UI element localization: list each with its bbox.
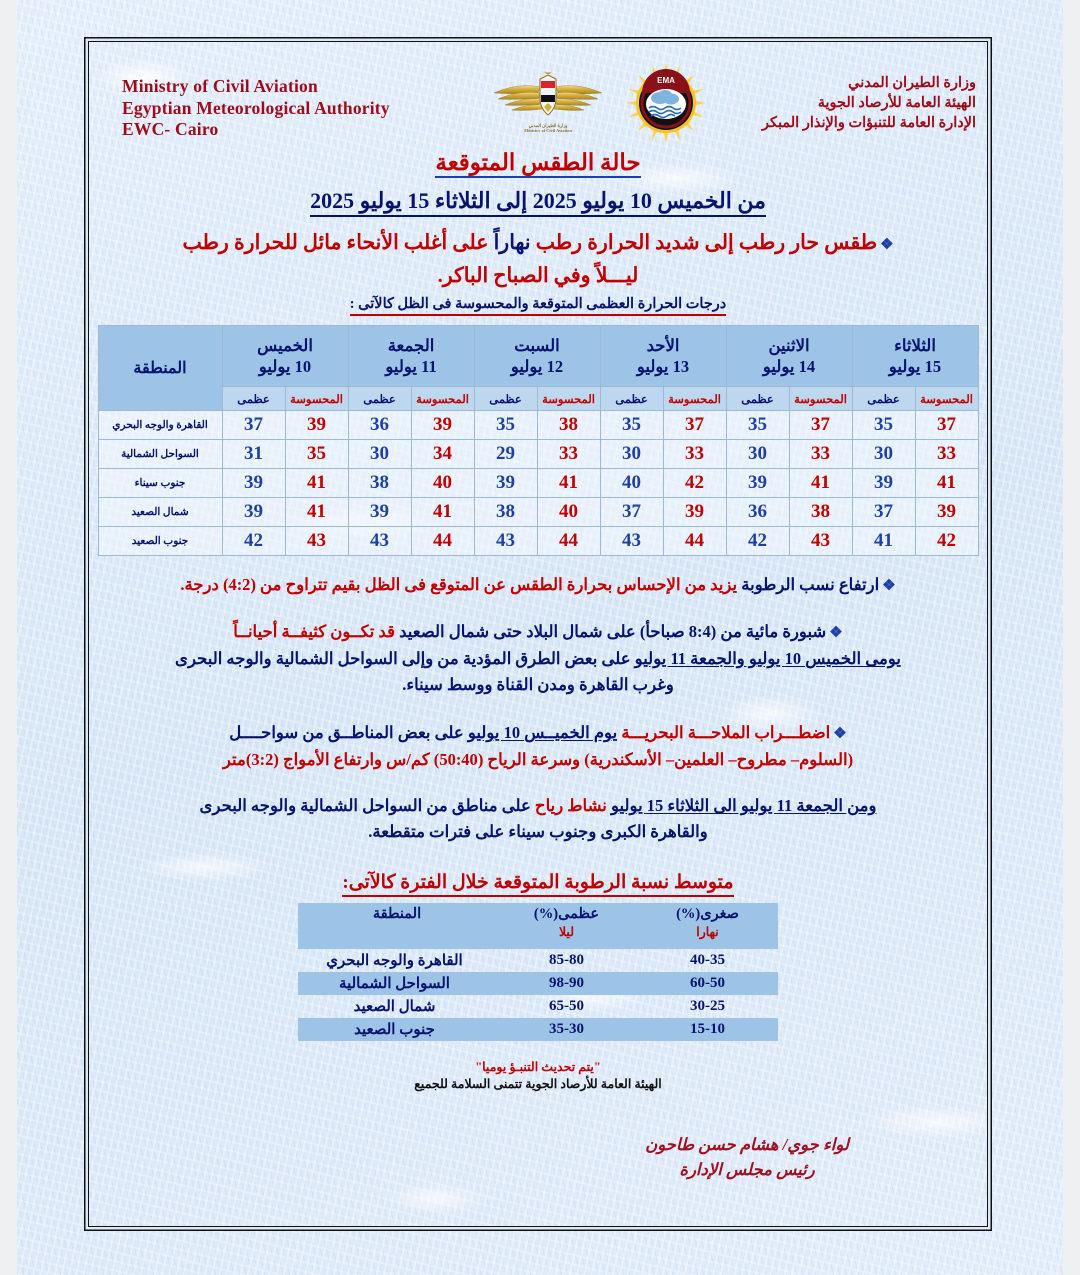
wings-logo-caption-en: Ministry of Civil Aviation (524, 128, 572, 134)
temp-day-header-1 (348, 326, 474, 387)
temp-max-cell: 35 (600, 411, 663, 440)
header-ar-line-1: وزارة الطيران المدني (848, 75, 976, 91)
temp-max-cell: 39 (222, 469, 285, 498)
temp-sub-max-5: عظمى (852, 387, 915, 411)
temp-max-cell: 35 (474, 411, 537, 440)
humidity-min-cell: 30-25 (690, 998, 725, 1014)
temp-max-cell: 31 (222, 440, 285, 469)
fog-line1-red: قد تكــون كثيفــة أحيانــاً (233, 622, 395, 641)
temp-max-cell: 40 (600, 469, 663, 498)
temp-max-cell: 39 (474, 469, 537, 498)
temp-felt-cell: 39 (663, 498, 726, 527)
temp-max-cell: 39 (348, 498, 411, 527)
wind-line-red: نشاط رياح (534, 796, 612, 815)
temp-region-cell: السواحل الشمالية (98, 440, 222, 469)
temp-felt-cell: 41 (537, 469, 600, 498)
marine-line1-date: يوم الخميــس 10 يوليو (467, 723, 618, 742)
table-row (98, 498, 978, 527)
wings-logo-caption (488, 123, 608, 134)
temp-sub-felt-0: المحسوسة (285, 387, 348, 411)
temp-region-cell: القاهرة والوجه البحري (98, 411, 222, 440)
temp-sub-max-2: عظمى (474, 387, 537, 411)
ema-logo-text: EMA (657, 76, 675, 85)
temp-felt-cell: 42 (663, 469, 726, 498)
humidity-table-container (92, 903, 984, 1041)
humidity-header-max (496, 903, 637, 949)
header-ar-line-3: الإدارة العامة للتنبؤات والإنذار المبكر (762, 115, 976, 131)
temp-felt-cell: 40 (411, 469, 474, 498)
temp-max-cell: 35 (726, 411, 789, 440)
temp-max-cell: 43 (474, 527, 537, 556)
summary-bullet-icon: ❖ (880, 237, 894, 253)
temp-felt-cell: 37 (915, 411, 978, 440)
humidity-min-cell: 40-35 (690, 952, 725, 968)
temp-day-date-3: 13 يوليو (636, 357, 690, 376)
table-row (98, 527, 978, 556)
temp-felt-cell: 41 (915, 469, 978, 498)
temp-day-name-5: الثلاثاء (894, 336, 936, 355)
temp-felt-cell: 38 (537, 411, 600, 440)
humidity-max-cell: 35-30 (496, 1018, 637, 1041)
paragraph-marine (92, 720, 984, 773)
temp-felt-cell: 38 (789, 498, 852, 527)
temp-felt-cell: 44 (537, 527, 600, 556)
list-item (298, 995, 778, 1018)
humidity-max-cell: 98-90 (496, 972, 637, 995)
safety-wishes-note: الهيئة العامة للأرصاد الجوية تتمنى السلامة للجميع (414, 1077, 662, 1091)
wind-line-dates: ومن الجمعة 11 يوليو الى الثلاثاء 15 يوليو (611, 796, 877, 815)
forecast-date-range-text: من الخميس 10 يوليو 2025 إلى الثلاثاء 15 يوليو 2025 (310, 188, 766, 217)
temp-max-cell: 43 (348, 527, 411, 556)
temp-felt-cell: 41 (411, 498, 474, 527)
humidity-note-red: يزيد من الإحساس بحرارة الطقس عن المتوقع فى الظل بقيم تتراوح من (4:2) درجة. (180, 575, 738, 594)
temp-felt-cell: 44 (411, 527, 474, 556)
humidity-table (298, 903, 778, 1041)
temp-felt-cell: 44 (663, 527, 726, 556)
humidity-header-max-sub: ليلا (558, 925, 575, 939)
temp-day-header-0 (222, 326, 348, 387)
temp-sub-felt-1: المحسوسة (411, 387, 474, 411)
humidity-header-row (298, 903, 778, 949)
temp-day-header-5 (852, 326, 978, 387)
temp-day-name-1: الجمعة (387, 336, 435, 355)
marine-line1-rest: على بعض المناطــق من سواحــــل (229, 723, 468, 742)
temp-felt-cell: 37 (663, 411, 726, 440)
temp-max-cell: 42 (222, 527, 285, 556)
document-content (92, 45, 984, 1223)
humidity-header-min-sub: نهارا (696, 925, 719, 939)
temp-max-cell: 38 (348, 469, 411, 498)
temperature-table-body (98, 411, 978, 556)
humidity-header-min (637, 903, 778, 949)
temp-day-date-4: 14 يوليو (762, 357, 816, 376)
temp-day-header-2 (474, 326, 600, 387)
temp-day-date-5: 15 يوليو (888, 357, 942, 376)
weather-summary (92, 228, 984, 292)
temp-sub-felt-4: المحسوسة (789, 387, 852, 411)
humidity-max-cell: 85-80 (549, 952, 584, 968)
temp-sub-max-4: عظمى (726, 387, 789, 411)
humidity-region-cell: القاهرة والوجه البحري (326, 953, 463, 969)
humidity-table-body (298, 949, 778, 1041)
summary-line1-red-b: على أغلب الأنحاء مائل للحرارة رطب (182, 232, 494, 254)
paragraph-wind (92, 793, 984, 845)
temp-max-cell: 43 (600, 527, 663, 556)
header-en-line-3: EWC- Cairo (122, 119, 219, 139)
temp-table-day-header-row (98, 326, 978, 387)
temp-sub-felt-2: المحسوسة (537, 387, 600, 411)
daily-update-note: "يتم تحديث التنبـؤ يوميا" (475, 1060, 601, 1074)
temp-felt-cell: 41 (285, 498, 348, 527)
wind-line4: والقاهرة الكبرى وجنوب سيناء على فترات متقطعة. (368, 822, 708, 841)
list-item (298, 972, 778, 995)
temp-region-cell: جنوب سيناء (98, 469, 222, 498)
temp-felt-cell: 43 (285, 527, 348, 556)
humidity-min-cell: 60-50 (637, 972, 778, 995)
temp-table-caption-text: درجات الحرارة العظمى المتوقعة والمحسوسة فى الظل كالآتى : (350, 296, 727, 316)
humidity-min-cell: 15-10 (637, 1018, 778, 1041)
temp-sub-max-0: عظمى (222, 387, 285, 411)
temp-region-cell: جنوب الصعيد (98, 527, 222, 556)
temp-day-date-1: 11 يوليو (385, 357, 437, 376)
header-arabic-block (762, 73, 976, 133)
temp-max-cell: 37 (222, 411, 285, 440)
temp-felt-cell: 43 (789, 527, 852, 556)
fog-line3: وغرب القاهرة ومدن القناة ووسط سيناء. (402, 675, 674, 694)
temp-felt-cell: 40 (537, 498, 600, 527)
temp-max-cell: 30 (600, 440, 663, 469)
header-en-line-1: Ministry of Civil Aviation (122, 76, 318, 96)
temp-felt-cell: 33 (537, 440, 600, 469)
table-row (98, 469, 978, 498)
temp-felt-cell: 41 (789, 469, 852, 498)
temp-max-cell: 37 (600, 498, 663, 527)
document-header (92, 45, 984, 148)
humidity-table-title (92, 871, 984, 894)
marine-line2: (السلوم– مطروح– العلمين– الأسكندرية) وسرعة الرياح (50:40) كم/س وارتفاع الأمواج (3:2)متر (222, 750, 854, 769)
temp-day-header-4 (726, 326, 852, 387)
temp-felt-cell: 42 (915, 527, 978, 556)
table-row (98, 411, 978, 440)
fog-line2-rest: على بعض الطرق المؤدية من وإلى السواحل الشمالية والوجه البحرى (175, 649, 635, 668)
temp-felt-cell: 39 (411, 411, 474, 440)
temperature-table (98, 325, 979, 556)
temp-max-cell: 39 (852, 469, 915, 498)
temp-max-cell: 41 (852, 527, 915, 556)
wings-logo-caption-ar: وزارة الطيران المدني (528, 123, 568, 128)
signature-name: لواء جوي/ هشام حسن طاحون (645, 1135, 849, 1154)
summary-line2: ليـــلاً وفي الصباح الباكر. (437, 265, 639, 287)
temp-day-name-2: السبت (514, 336, 560, 355)
temp-day-name-4: الاثنين (768, 336, 810, 355)
humidity-region-cell: جنوب الصعيد (298, 1018, 496, 1041)
temp-felt-cell: 33 (789, 440, 852, 469)
ema-authority-logo (626, 63, 706, 143)
temp-day-date-0: 10 يوليو (258, 357, 312, 376)
temp-day-date-2: 12 يوليو (510, 357, 564, 376)
marine-bullet-icon: ❖ (833, 726, 847, 742)
temp-max-cell: 36 (348, 411, 411, 440)
humidity-note-blue: ارتفاع نسب الرطوبة (737, 575, 880, 594)
humidity-header-max-label: عظمى(%) (533, 906, 600, 922)
header-ar-line-2: الهيئة العامة للأرصاد الجوية (817, 95, 976, 111)
temp-felt-cell: 33 (915, 440, 978, 469)
wind-line-rest: على مناطق من السواحل الشمالية والوجه البحرى (199, 796, 535, 815)
fog-line1-blue: شبورة مائية من (8:4 صباحأ) على شمال البلاد حتى شمال الصعيد (394, 622, 827, 641)
humidity-header-region: المنطقة (298, 903, 496, 949)
temp-day-header-3 (600, 326, 726, 387)
summary-line1-red-a: طقس حار رطب إلى شديد الحرارة رطب (530, 232, 878, 254)
temp-max-cell: 35 (852, 411, 915, 440)
list-item (298, 1018, 778, 1041)
temp-felt-cell: 34 (411, 440, 474, 469)
temp-max-cell: 38 (474, 498, 537, 527)
temp-max-cell: 37 (852, 498, 915, 527)
temp-max-cell: 29 (474, 440, 537, 469)
temp-max-cell: 42 (726, 527, 789, 556)
temp-max-cell: 30 (348, 440, 411, 469)
humidity-region-cell: شمال الصعيد (353, 999, 436, 1015)
temp-sub-felt-3: المحسوسة (663, 387, 726, 411)
humidity-region-cell: السواحل الشمالية (298, 972, 496, 995)
signature-title: رئيس مجلس الإدارة (679, 1160, 815, 1179)
temp-max-cell: 36 (726, 498, 789, 527)
fog-bullet-icon: ❖ (829, 625, 843, 641)
signature-block (552, 1132, 984, 1182)
list-item (298, 949, 778, 972)
temp-max-cell: 39 (726, 469, 789, 498)
temp-day-name-3: الأحد (646, 336, 680, 355)
temp-region-cell: شمال الصعيد (98, 498, 222, 527)
temp-felt-cell: 39 (915, 498, 978, 527)
paragraph-fog (92, 619, 984, 698)
header-en-line-2: Egyptian Meteorological Authority (122, 97, 390, 118)
page-title-text: حالة الطقس المتوقعة (435, 150, 640, 178)
temp-felt-cell: 41 (285, 469, 348, 498)
paragraph-humidity-note (92, 572, 984, 599)
temp-sub-max-3: عظمى (600, 387, 663, 411)
temp-max-cell: 30 (726, 440, 789, 469)
temp-day-name-0: الخميس (257, 336, 313, 355)
temp-region-header: المنطقة (98, 326, 222, 411)
header-english-block (122, 76, 390, 141)
humidity-note-bullet-icon: ❖ (882, 578, 896, 594)
humidity-table-title-text: متوسط نسبة الرطوبة المتوقعة خلال الفترة كالآتى: (342, 872, 733, 897)
page-title (92, 150, 984, 176)
temp-felt-cell: 33 (663, 440, 726, 469)
temp-felt-cell: 39 (285, 411, 348, 440)
temperature-table-container (92, 325, 984, 556)
temp-max-cell: 30 (852, 440, 915, 469)
marine-line1-red: اضطـــراب الملاحـــة البحريـــة (617, 723, 831, 742)
temp-felt-cell: 35 (285, 440, 348, 469)
summary-line1-blue: نهاراً (493, 232, 531, 254)
temp-sub-max-1: عظمى (348, 387, 411, 411)
fog-line2-dates: يومى الخميس 10 يوليو والجمعة 11 يوليو (634, 649, 901, 668)
table-row (98, 440, 978, 469)
temp-table-subheader-row (98, 387, 978, 411)
forecast-date-range (92, 188, 984, 214)
temp-sub-felt-5: المحسوسة (915, 387, 978, 411)
temp-table-caption (92, 296, 984, 313)
humidity-header-min-label: صغرى(%) (676, 906, 739, 922)
temp-max-cell: 39 (222, 498, 285, 527)
humidity-max-cell: 65-50 (549, 998, 584, 1014)
temp-felt-cell: 37 (789, 411, 852, 440)
